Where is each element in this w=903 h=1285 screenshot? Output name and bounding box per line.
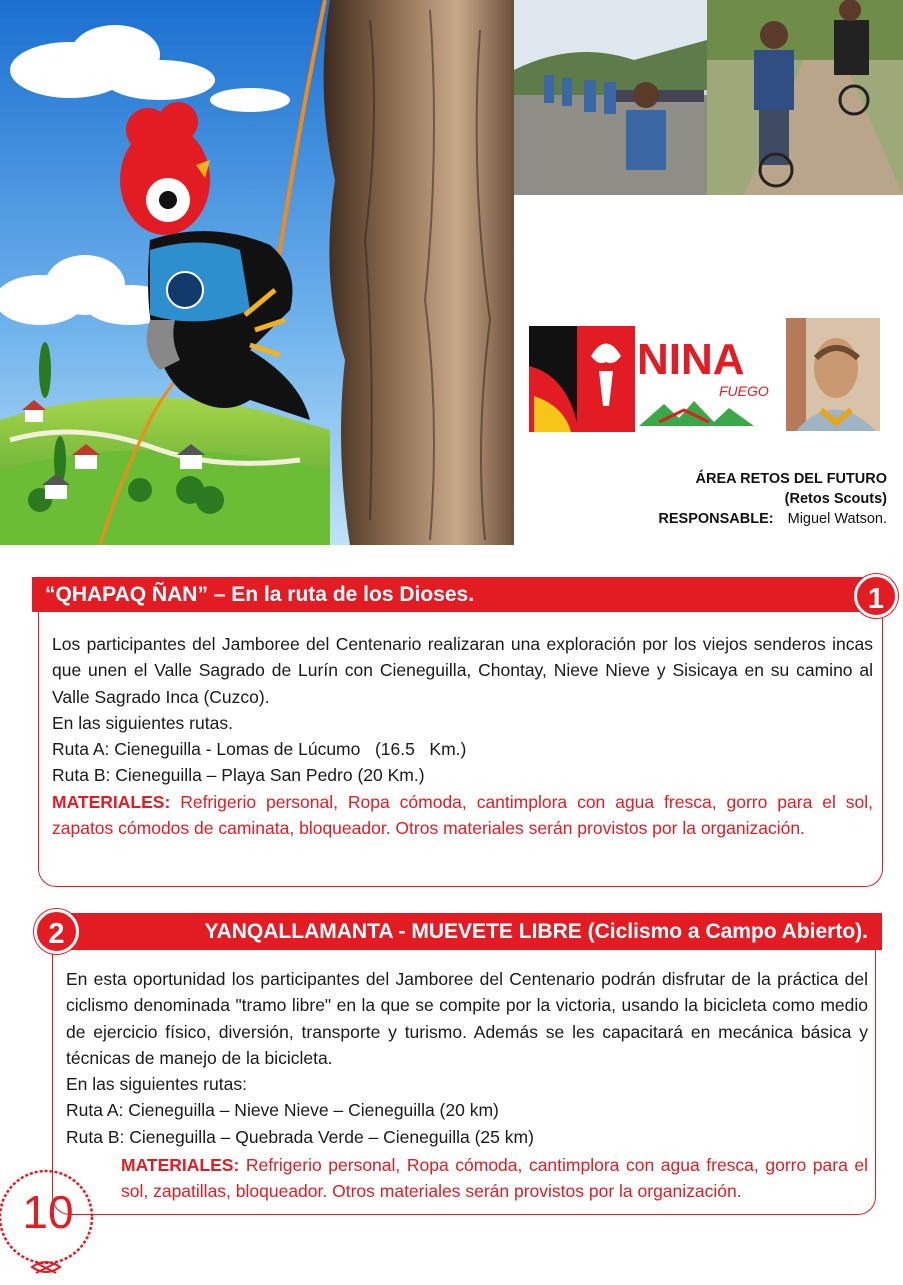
section-1-materials-label: MATERIALES: — [52, 791, 171, 812]
area-subtitle: (Retos Scouts) — [784, 491, 887, 507]
nina-fuego-logo — [529, 326, 769, 432]
section-2-route-b: Ruta B: Cieneguilla – Quebrada Verde – Cieneguilla (25 km) — [66, 1126, 534, 1147]
responsable-label: RESPONSABLE: — [658, 511, 774, 527]
section-1-body — [52, 631, 873, 841]
section-1-title: “QHAPAQ ÑAN” – En la ruta de los Dioses. — [32, 577, 880, 612]
responsable-line — [658, 509, 887, 529]
responsable-name: Miguel Watson. — [787, 511, 887, 527]
section-2-materials-text: Refrigerio personal, Ropa cómoda, cantimplora con agua fresca, gorro para el sol, zapatillas, bloqueador. Otros materiales serán provistos por la organización. — [121, 1155, 868, 1202]
scouts-photos — [514, 0, 903, 195]
section-2-routes-intro: En las siguientes rutas: — [66, 1074, 247, 1095]
section-2-materials — [121, 1152, 868, 1205]
area-info — [658, 469, 887, 529]
page-number: 10 — [22, 1186, 74, 1238]
section-2-number: 2 — [34, 909, 79, 954]
logo-text: NINA — [637, 335, 745, 384]
logo-subtext: FUEGO — [719, 383, 769, 399]
section-2-title: YANQALLAMANTA - MUEVETE LIBRE (Ciclismo a Campo Abierto). — [58, 913, 882, 950]
rooster-climbing-illustration — [0, 0, 514, 545]
section-1-number: 1 — [854, 574, 898, 618]
section-1-materials — [52, 789, 873, 842]
section-1-materials-text: Refrigerio personal, Ropa cómoda, cantimplora con agua fresca, gorro para el sol, zapatos cómodos de caminata, bloqueador. Otros materiales serán provistos por la organización. — [52, 791, 873, 839]
section-1-route-b: Ruta B: Cieneguilla – Playa San Pedro (20 Km.) — [52, 765, 425, 786]
section-2-body — [66, 966, 868, 1150]
section-1-route-a: Ruta A: Cieneguilla - Lomas de Lúcumo (16.5 Km.) — [52, 739, 467, 760]
section-1-routes-intro: En las siguientes rutas. — [52, 712, 233, 733]
section-1-paragraph: Los participantes del Jamboree del Centenario realizaran una exploración por los viejos senderos incas que unen el Valle Sagrado de Lurín con Cieneguilla, Chontay, Nieve Nieve y Sisicaya en su camino al Valle Sagrado Inca (Cuzco). — [52, 634, 873, 707]
section-2-route-a: Ruta A: Cieneguilla – Nieve Nieve – Cieneguilla (20 km) — [66, 1100, 499, 1121]
area-title: ÁREA RETOS DEL FUTURO — [695, 471, 887, 487]
responsable-photo — [786, 318, 880, 431]
section-2-paragraph: En esta oportunidad los participantes del Jamboree del Centenario podrán disfrutar de la práctica del ciclismo denominada "tramo libre" en la que se compite por la victoria, usando la bicicleta como medio de ejercicio físico, diversión, transporte y turismo. Además se les capacitará en mecánica básica y técnicas de manejo de la bicicleta. — [66, 969, 868, 1068]
section-2-materials-label: MATERIALES: — [121, 1155, 240, 1175]
